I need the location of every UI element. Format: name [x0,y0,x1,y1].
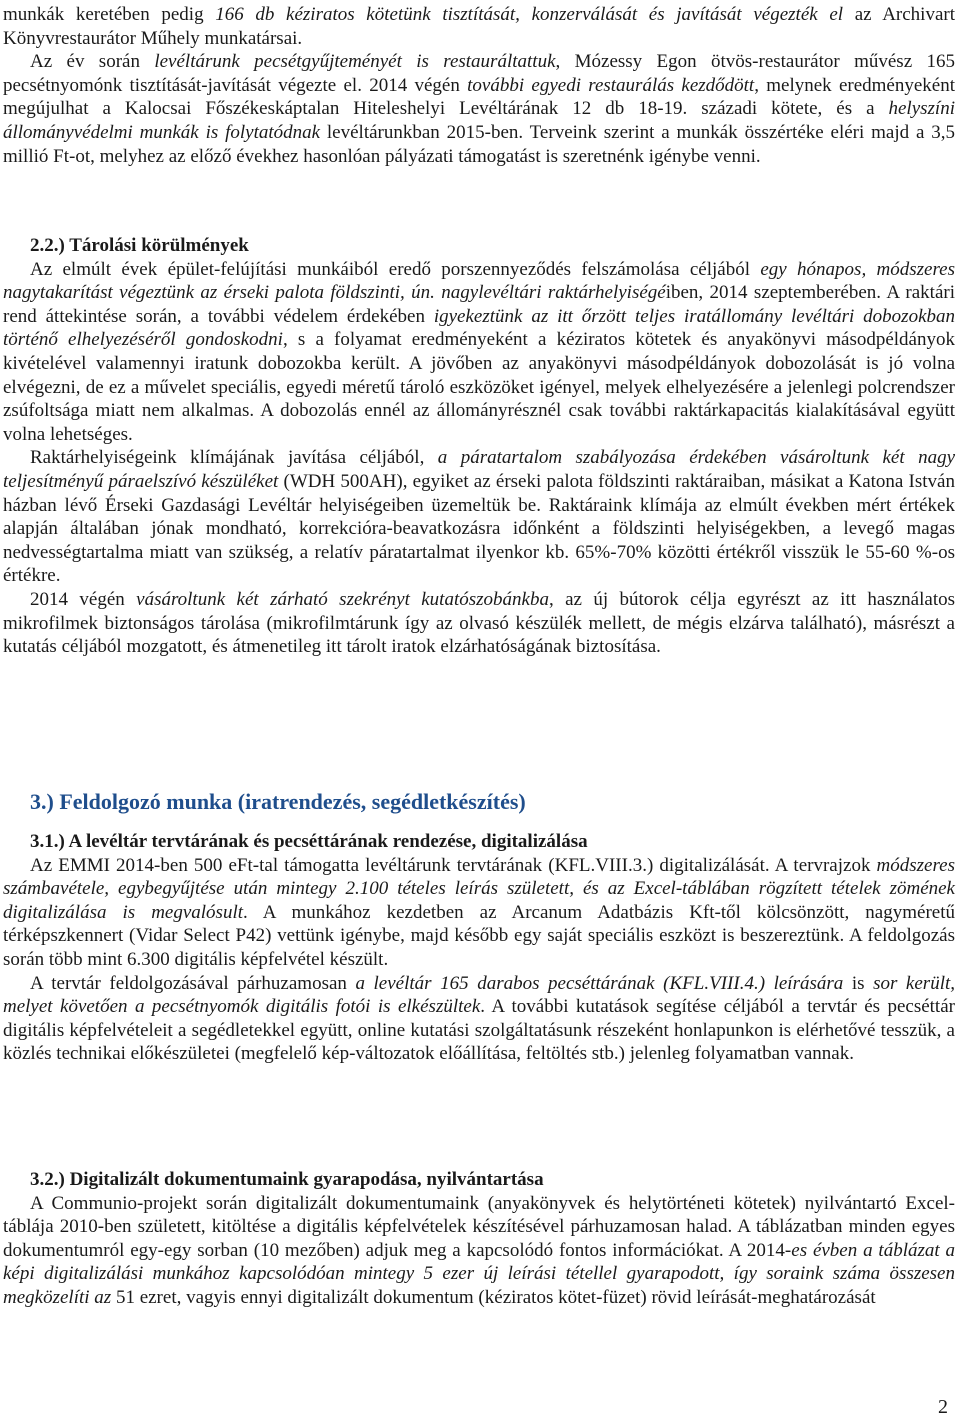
paragraph-text: Az EMMI 2014-ben 500 eFt-tal támogatta levéltárunk tervtárának (KFL.VIII.3.) digitalizálását. A tervrajzok módszeres számbavétele, egybegyűjtése után mintegy 2.100 tételes leírás született, és az Excel-táblában rögzített tételek zömének digitalizálása is megvalósult. A munkához kezdetben az Arcanum Adatbázis Kft-től kölcsönzött, nagyméretű térképszkennert (Vidar Select P42) vettünk igénybe, majd később egy saját speciális eszközt is beszereztünk. A feldolgozás során több mint 6.300 digitális képfelvétel készült. [3,854,955,970]
section-heading: 3.) Feldolgozó munka (iratrendezés, segédletkészítés) [30,789,526,814]
paragraph-restoration [3,3,955,168]
paragraph-text: munkák keretében pedig 166 db kéziratos kötetünk tisztítását, konzerválását és javítását végezték el az Archivart Könyvrestaurátor Műhely munkatársai. [3,4,955,49]
section-plan-archive [3,830,955,1066]
section-storage-conditions [3,234,955,659]
subsection-heading: 2.2.) Tárolási körülmények [30,235,249,256]
paragraph-text: Az év során levéltárunk pecsétgyűjteményét is restauráltattuk, Mózessy Egon ötvös-restaurátor művész 165 pecsétnyomónk tisztítását-javítását végezte el. 2014 végén további egyedi restaurálás kezdődött, melynek eredményeként megújulhat a Kalocsai Főszékeskáptalan Hiteleshelyi Levéltárának 12 db 18-19. századi kötete, és a helyszíni állományvédelmi munkák is folytatódnak levéltárunkban 2015-ben. Terveink szerint a munkák összértéke eléri majd a 3,5 millió Ft-ot, melyhez az előző évekhez hasonlóan pályázati támogatást is szeretnénk igénybe venni. [3,51,955,167]
paragraph-text: A Communio-projekt során digitalizált dokumentumaink (anyakönyvek és helytörténeti kötetek) nyilvántartó Excel-táblája 2010-ben született, kitöltése a digitális képfelvételek készítésével párhuzamosan halad. A táblázatban minden egyes dokumentumról egy-egy sorban (10 mezőben) adjuk meg a kapcsolódó fontos információkat. A 2014-es évben a táblázat a képi digitalizálási munkához kapcsolódóan mintegy 5 ezer új leírási tétellel gyarapodott, így soraink száma összesen megközelíti az 51 ezret, vagyis ennyi digitalizált dokumentum (kéziratos kötet-füzet) rövid leírását-meghatározását [3,1192,956,1308]
section-digital-documents [3,1168,955,1310]
paragraph-text: 2014 végén vásároltunk két zárható szekrényt kutatószobánkba, az új bútorok célja egyrészt az itt használatos mikrofilmek biztonságos tárolása (mikrofilmtárunk így az olvasó készülék mellett, de mégis elzárva található), másrészt a kutatás céljából mozgatott, és átmenetileg itt tárolt iratok elzárhatóságának biztosítása. [3,588,955,658]
paragraph-text: A tervtár feldolgozásával párhuzamosan a levéltár 165 darabos pecséttárának (KFL.VIII.4.) leírására is sor került, melyet követően a pecsétnyomók digitális fotói is elkészültek. A további kutatások segítése céljából a tervtár és pecséttár digitális képfelvételeit a segédletekkel együtt, online kutatási szolgáltatásunk részeként honlapunkon is elérhetővé tesszük, a közlés technikai előkészületei (megfelelő kép-változatok előállítása, feltöltés stb.) jelenleg folyamatban vannak. [3,972,955,1065]
subsection-heading: 3.2.) Digitalizált dokumentumaink gyarapodása, nyilvántartása [30,1169,544,1190]
page-number: 2 [938,1396,948,1418]
paragraph-text: Az elmúlt évek épület-felújítási munkáiból eredő porszennyeződés felszámolása céljából egy hónapos, módszeres nagytakarítást végeztünk az érseki palota földszinti, ún. nagylevéltári raktárhelyiségéiben, 2014 szeptemberében. A raktári rend áttekintése során, a további védelem érdekében igyekeztünk az itt őrzött teljes iratállomány levéltári dobozokban történő elhelyezéséről gondoskodni, s a folyamat eredményeként a kéziratos kötetek és anyakönyvi másodpéldányok kivételével valamennyi iratunk dobozokba került. A jövőben az anyakönyvi másodpéldányok dobozolását is jó volna elvégezni, de ez a művelet speciális, egyedi méretű tároló eszközöket igényel, melyek elhelyezésére a jelenlegi polcrendszer zsúfoltsága miatt nem alkalmas. A dobozolás ennél az állományrésznél csak további raktárkapacitás kialakításával együtt volna lehetséges. [3,258,955,445]
paragraph-text: Raktárhelyiségeink klímájának javítása céljából, a páratartalom szabályozása érdekében vásároltunk két nagy teljesítményű páraelszívó készüléket (WDH 500AH), egyiket az érseki palota földszinti raktáraiban, másikat a Katona István házban lévő Érseki Gazdasági Levéltár helyiségeiben üzemeltük be. Raktáraink klímája az elmúlt években mért értékek alapján általában jónak mondható, korrekcióra-beavatkozásra időnként a földszinti helyiségekben, a levegő magas nedvességtartalma miatt van szükség, a relatív páratartalmat ilyenkor kb. 65%-70% közötti értékről visszük le 55-60 %-os értékre. [3,447,955,587]
subsection-heading: 3.1.) A levéltár tervtárának és pecséttárának rendezése, digitalizálása [30,831,588,852]
